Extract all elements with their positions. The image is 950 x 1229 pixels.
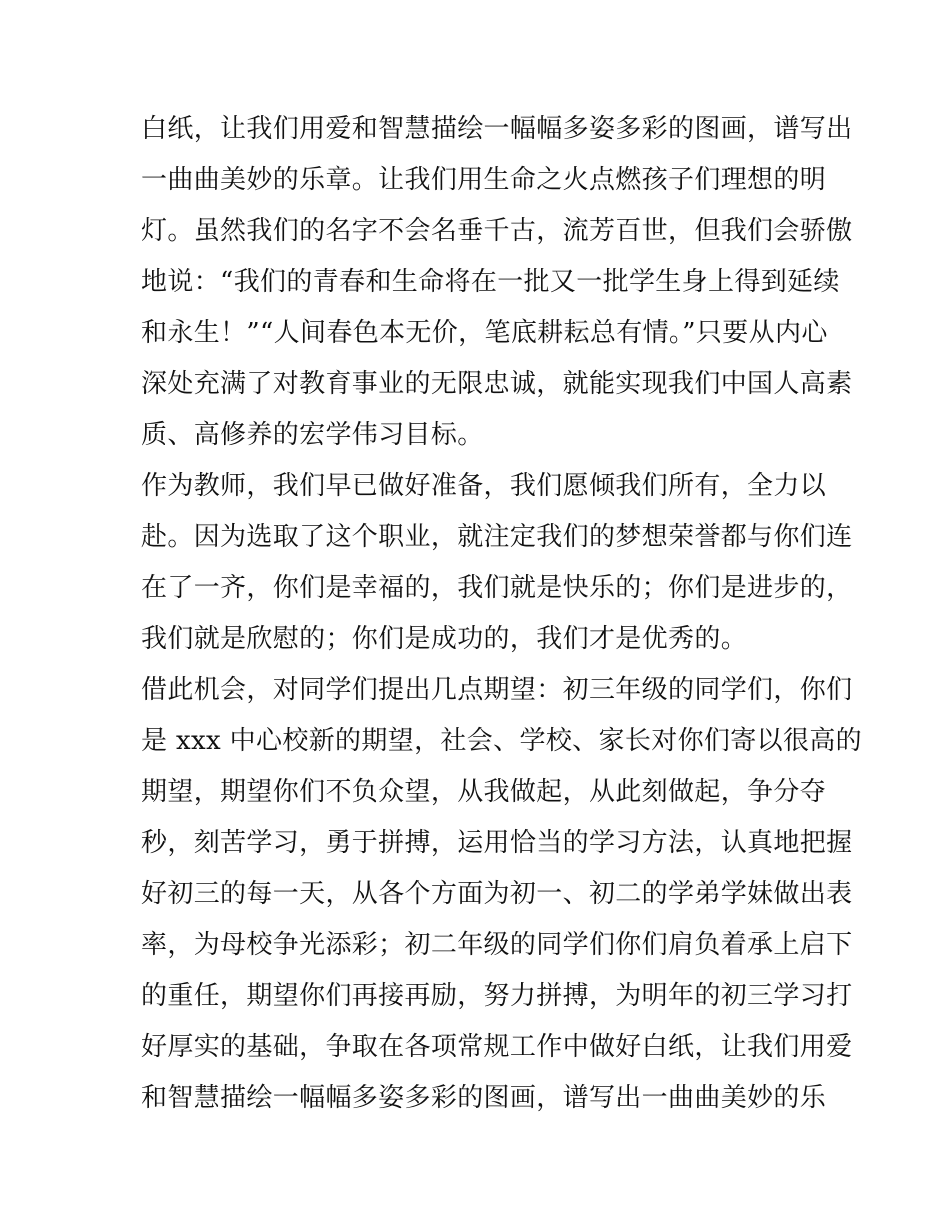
text-line: 的重任，期望你们再接再励，努力拼搏，为明年的初三学习打: [141, 981, 853, 1011]
text-line: 一曲曲美妙的乐章。让我们用生命之火点燃孩子们理想的明: [141, 165, 827, 195]
text-line: 白纸，让我们用爱和智慧描绘一幅幅多姿多彩的图画，谱写出: [141, 114, 853, 144]
text-line: 在了一齐，你们是幸福的，我们就是快乐的；你们是进步的，: [141, 573, 853, 603]
text-line: 好厚实的基础，争取在各项常规工作中做好白纸，让我们用爱: [141, 1032, 853, 1062]
text-line: 深处充满了对教育事业的无限忠诚，就能实现我们中国人高素: [141, 369, 853, 399]
text-line: 借此机会，对同学们提出几点期望：初三年级的同学们，你们: [141, 675, 853, 705]
text-line: 好初三的每一天，从各个方面为初一、初二的学弟学妹做出表: [141, 879, 853, 909]
text-line: 作为教师，我们早已做好准备，我们愿倾我们所有，全力以: [141, 471, 827, 501]
text-line: 率，为母校争光添彩；初二年级的同学们你们肩负着承上启下: [141, 930, 853, 960]
text-line: 和智慧描绘一幅幅多姿多彩的图画，谱写出一曲曲美妙的乐: [141, 1083, 827, 1113]
text-line: 地说：“我们的青春和生命将在一批又一批学生身上得到延续: [141, 267, 840, 297]
text-line: 和永生！”“人间春色本无价，笔底耕耘总有情。”只要从内心: [141, 318, 828, 348]
body-text: [141, 104, 863, 1124]
text-line: 是 xxx 中心校新的期望，社会、学校、家长对你们寄以很高的: [141, 726, 863, 756]
text-line: 赴。因为选取了这个职业，就注定我们的梦想荣誉都与你们连: [141, 522, 853, 552]
text-line: 灯。虽然我们的名字不会名垂千古，流芳百世，但我们会骄傲: [141, 216, 853, 246]
text-line: 期望，期望你们不负众望，从我做起，从此刻做起，争分夺: [141, 777, 827, 807]
text-line: 我们就是欣慰的；你们是成功的，我们才是优秀的。: [141, 624, 748, 654]
text-line: 秒，刻苦学习，勇于拼搏，运用恰当的学习方法，认真地把握: [141, 828, 853, 858]
text-line: 质、高修养的宏学伟习目标。: [141, 420, 484, 450]
